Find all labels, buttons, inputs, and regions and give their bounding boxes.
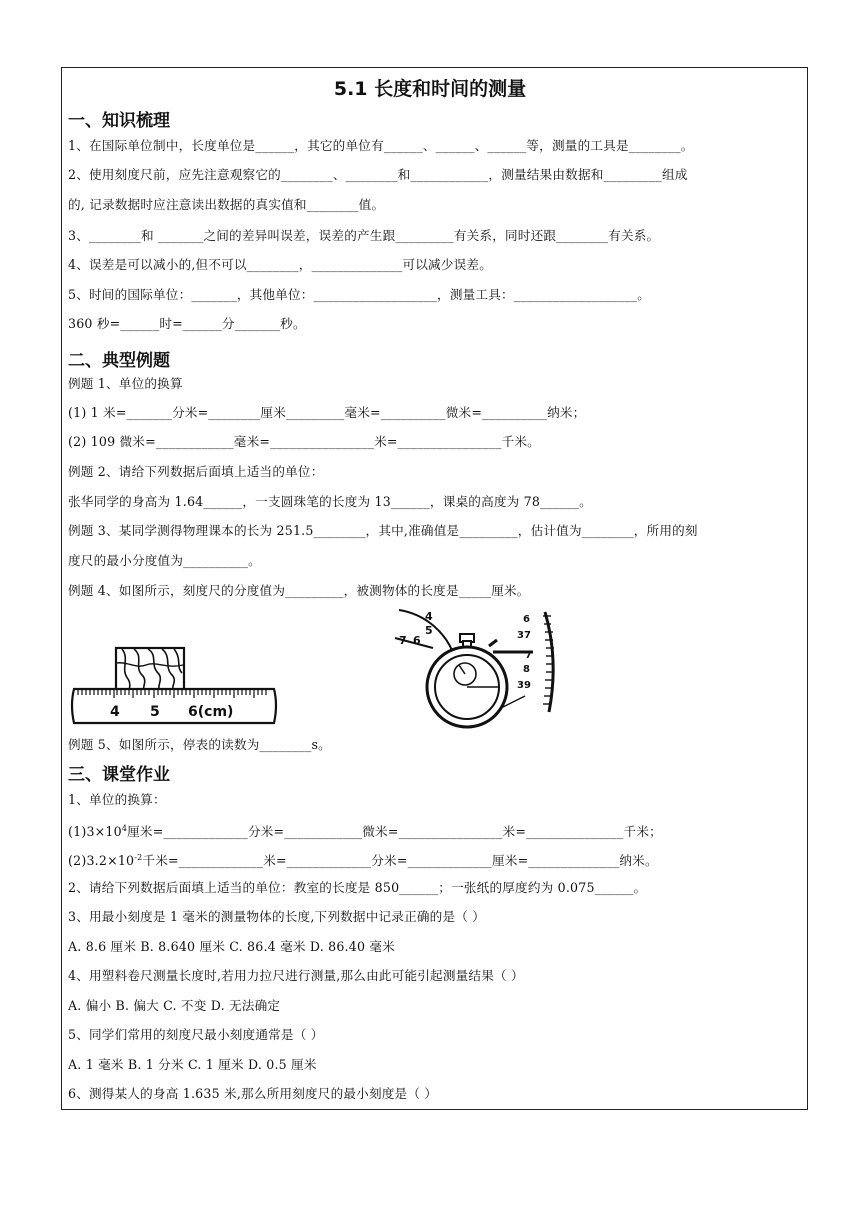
superscript: 4 xyxy=(121,824,128,833)
minute-dial-detail xyxy=(395,610,455,658)
text-line: 6、测得某人的身高 1.635 米,那么所用刻度尺的最小刻度是（ ） xyxy=(68,1086,438,1101)
text-line: 2、请给下列数据后面填上适当的单位：教室的长度是 850______；一张纸的厚度约为 0.075______。 xyxy=(68,880,647,895)
text-line: 例题 4、如图所示，刻度尺的分度值为_________，被测物体的长度是_____厘米。 xyxy=(68,583,530,598)
text-line: 张华同学的身高为 1.64______，一支圆珠笔的长度为 13______，课桌的高度为 78______。 xyxy=(68,494,592,509)
text-line: 4、用塑料卷尺测量长度时,若用力拉尺进行测量,那么由此可能引起测量结果（ ） xyxy=(68,968,524,983)
text-line: (2) 109 微米=____________毫米=________________米=________________千米。 xyxy=(68,434,540,449)
text-line: 1、在国际单位制中，长度单位是______，其它的单位有______、______、______等，测量的工具是________。 xyxy=(68,138,694,153)
section-heading-homework: 三、课堂作业 xyxy=(68,765,170,785)
scale-label: 6 xyxy=(523,614,530,625)
text-segment: 厘米=_____________分米=____________微米=________________米=_______________千米； xyxy=(127,824,662,840)
section-heading-knowledge: 一、知识梳理 xyxy=(68,111,170,131)
scale-label: 7 xyxy=(525,650,532,661)
text-line: 3、用最小刻度是 1 毫米的测量物体的长度,下列数据中记录正确的是（ ） xyxy=(68,909,486,924)
text-line: 3、________和 _______之间的差异叫误差，误差的产生跟_________有关系，同时还跟________有关系。 xyxy=(68,228,660,243)
answer-options: A. 偏小 B. 偏大 C. 不变 D. 无法确定 xyxy=(68,998,281,1013)
text-line: 度尺的最小分度值为__________。 xyxy=(68,553,261,568)
text-line: 5、同学们常用的刻度尺最小刻度通常是（ ） xyxy=(68,1027,324,1042)
ruler-figure xyxy=(70,645,280,727)
answer-options: A. 1 毫米 B. 1 分米 C. 1 厘米 D. 0.5 厘米 xyxy=(68,1057,317,1072)
dial-label: 7 xyxy=(399,634,407,647)
text-segment: (1)3×10 xyxy=(68,824,122,840)
scale-label: 37 xyxy=(517,630,531,641)
text-line: 例题 3、某同学测得物理课本的长为 251.5________，其中,准确值是_________，估计值为________，所用的刻 xyxy=(68,523,698,538)
ruler-label: 4 xyxy=(110,704,120,720)
stopwatch-figure xyxy=(393,608,565,732)
text-line xyxy=(68,849,804,870)
text-segment: (2)3.2×10 xyxy=(68,853,135,869)
text-line: 例题 5、如图所示，停表的读数为________s。 xyxy=(68,737,331,752)
text-line: 2、使用刻度尺前，应先注意观察它的________、________和____________，测量结果由数据和_________组成 xyxy=(68,167,688,182)
scale-label: 8 xyxy=(523,664,530,675)
text-segment: 千米=_____________米=_____________分米=_____________厘米=______________纳米。 xyxy=(142,853,658,869)
ruler-label: 5 xyxy=(150,704,160,720)
dial-label: 5 xyxy=(425,624,433,637)
text-line: 1、单位的换算： xyxy=(68,792,166,807)
dial-label: 6 xyxy=(413,634,421,647)
superscript: -2 xyxy=(134,853,143,862)
text-line xyxy=(68,820,804,841)
page-title: 5.1 长度和时间的测量 xyxy=(333,78,527,100)
section-heading-examples: 二、典型例题 xyxy=(68,351,170,371)
text-line: 例题 2、请给下列数据后面填上适当的单位： xyxy=(68,464,324,479)
text-line: 例题 1、单位的换算 xyxy=(68,376,183,391)
stopwatch-body xyxy=(427,634,525,727)
text-line: 360 秒=______时=______分_______秒。 xyxy=(68,316,306,331)
wood-block xyxy=(116,648,184,690)
scale-label: 39 xyxy=(517,680,531,691)
ruler-body xyxy=(72,689,276,723)
text-line: 4、误差是可以减小的,但不可以________，______________可以减少误差。 xyxy=(68,257,493,272)
text-line: (1) 1 米=_______分米=________厘米_________毫米=__________微米=__________纳米； xyxy=(68,405,586,420)
answer-options: A. 8.6 厘米 B. 8.640 厘米 C. 86.4 毫米 D. 86.40 毫米 xyxy=(68,939,395,954)
text-line: 的, 记录数据时应注意读出数据的真实值和________值。 xyxy=(68,197,385,212)
text-line: 5、时间的国际单位：_______，其他单位：___________________，测量工具：___________________。 xyxy=(68,287,651,302)
dial-label: 4 xyxy=(425,610,433,623)
ruler-label: 6(cm) xyxy=(188,704,234,720)
